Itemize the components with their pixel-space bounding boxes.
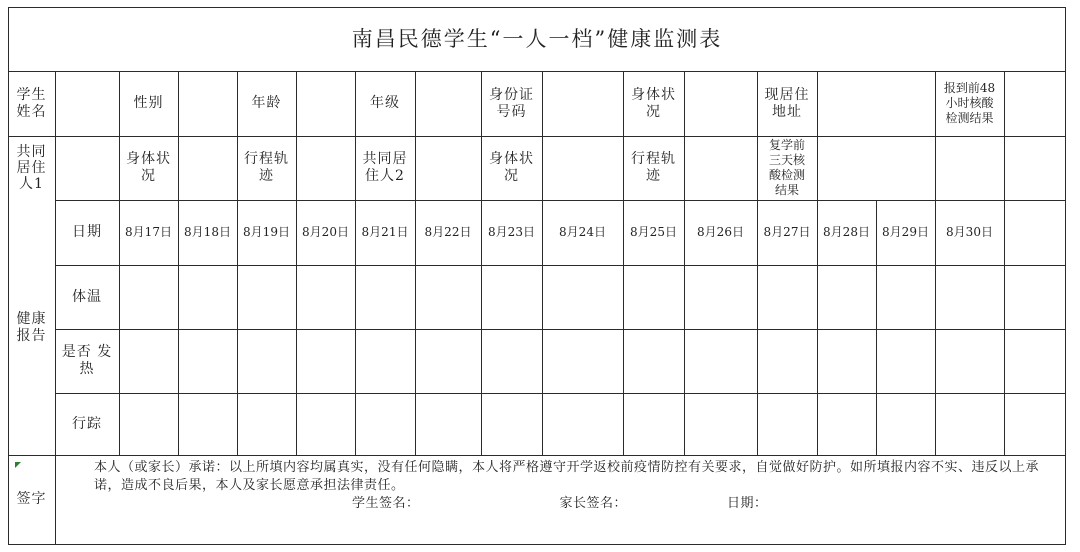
pledge-block: [56, 459, 1064, 513]
id-number-label: 身份证 号码: [489, 86, 534, 120]
age-label: 年龄: [251, 95, 282, 111]
date-header: 8月26日: [697, 225, 744, 239]
parent-sign-field[interactable]: [627, 495, 727, 513]
student-name-label: 学生 姓名: [16, 86, 47, 120]
age-field[interactable]: [297, 72, 355, 136]
address-label: 现居住 地址: [764, 86, 810, 120]
cohabitant-1-health-label: 身体状 况: [126, 151, 171, 184]
pledge-text: 本人（或家长）承诺：以上所填内容均属真实，没有任何隐瞒，本人将严格遵守开学返校前疫情防控有关要求，自觉做好防护。如所填报内容不实、违反以上承诺，造成不良后果，本人及家长愿意承担法律责任。: [94, 460, 1040, 493]
cohabitant-2-label: 共同居 住人2: [362, 151, 408, 184]
fever-row-label: 是否 发 热: [61, 344, 113, 377]
cohabitant-1-travel-field[interactable]: [297, 137, 355, 200]
cohabitant-1-label: 共同 居住 人1: [16, 144, 47, 192]
address-field[interactable]: [818, 72, 935, 136]
health-monitoring-form: [8, 7, 1066, 545]
health-report-label: 健康 报告: [16, 310, 47, 344]
nucleic-3d-label: 复学前 三天核 酸检测 结果: [768, 138, 805, 197]
health-status-field[interactable]: [685, 72, 757, 136]
health-status-label: 身体状 况: [631, 86, 676, 120]
border-line: [55, 265, 1066, 266]
nucleic-3d-field[interactable]: [818, 137, 935, 200]
signature-label: 签字: [16, 491, 47, 507]
whereabouts-row-label: 行踪: [72, 415, 102, 432]
cohabitant-1-field[interactable]: [56, 137, 119, 200]
parent-sign-label: 家长签名：: [559, 496, 628, 511]
date-header: 8月22日: [424, 225, 472, 239]
signature-line: [56, 495, 1064, 513]
date-header: 8月18日: [184, 225, 231, 239]
date-header: 8月29日: [882, 225, 929, 239]
date-header: 8月27日: [763, 225, 811, 239]
grade-field[interactable]: [416, 72, 481, 136]
gender-field[interactable]: [179, 72, 237, 136]
date-header: 8月25日: [630, 225, 677, 239]
student-sign-label: 学生签名：: [352, 496, 420, 511]
cohabitant-2-field[interactable]: [416, 137, 481, 200]
border-line: [1065, 7, 1066, 545]
id-number-field[interactable]: [543, 72, 623, 136]
date-header: 8月19日: [243, 225, 290, 239]
date-header: 8月21日: [361, 225, 409, 239]
date-header: 8月24日: [559, 225, 606, 239]
cohabitant-2-travel-label: 行程轨 迹: [631, 151, 676, 184]
date-header: 8月17日: [125, 225, 172, 239]
date-header: 8月23日: [488, 225, 535, 239]
blank-cell[interactable]: [1005, 137, 1065, 200]
student-name-field[interactable]: [56, 72, 119, 136]
cohabitant-2-health-label: 身体状 况: [489, 151, 534, 184]
student-sign-field[interactable]: [420, 495, 560, 513]
sign-date-field[interactable]: [768, 495, 848, 513]
border-line: [55, 329, 1066, 330]
date-header: 8月20日: [302, 225, 349, 239]
border-line: [8, 455, 1066, 456]
cohabitant-1-health-field[interactable]: [179, 137, 237, 200]
sign-date-label: 日期：: [727, 496, 768, 511]
cohabitant-2-health-field[interactable]: [543, 137, 623, 200]
temperature-row-label: 体温: [72, 288, 102, 305]
date-header: 8月30日: [946, 225, 993, 239]
nucleic-48h-label: 报到前48 小时核酸 检测结果: [943, 81, 996, 125]
border-line: [55, 393, 1066, 394]
nucleic-48h-field[interactable]: [1005, 72, 1065, 136]
blank-cell[interactable]: [936, 137, 1004, 200]
grade-label: 年级: [370, 95, 400, 111]
form-title: 南昌民德学生“一人一档”健康监测表: [351, 26, 723, 51]
border-line: [8, 544, 1066, 545]
gender-label: 性别: [133, 95, 164, 111]
cohabitant-1-travel-label: 行程轨 迹: [244, 151, 289, 184]
date-row-label: 日期: [72, 224, 102, 240]
date-header: 8月28日: [823, 225, 870, 239]
cohabitant-2-travel-field[interactable]: [685, 137, 757, 200]
